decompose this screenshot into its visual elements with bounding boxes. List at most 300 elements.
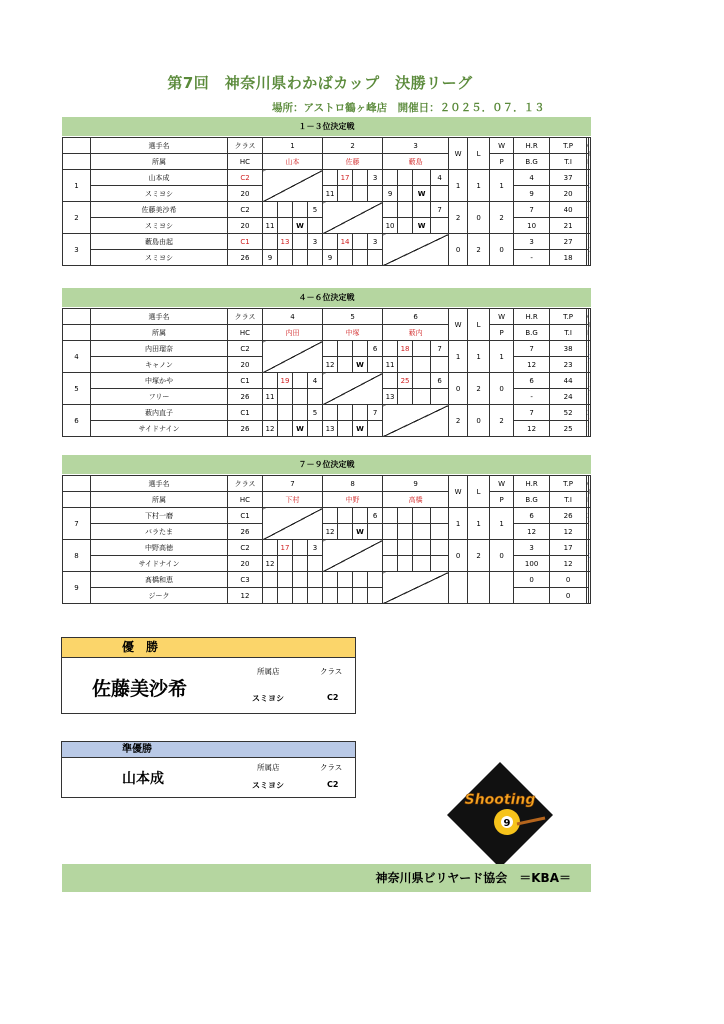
player-name: 藪島由起	[91, 234, 228, 250]
handicap-average	[587, 218, 589, 234]
match-score	[338, 508, 353, 524]
high-run: 3	[514, 234, 550, 250]
player-affil: スミヨシ	[91, 250, 228, 266]
winner-shop: スミヨシ	[252, 694, 284, 703]
high-run: 7	[514, 341, 550, 357]
cell	[413, 373, 431, 389]
win-mark: W	[413, 186, 431, 202]
total-points: 17	[550, 540, 587, 556]
match-score	[398, 540, 413, 556]
win-mark	[293, 556, 308, 572]
match-score	[278, 405, 293, 421]
match-innings	[263, 588, 278, 604]
header-w: W	[449, 138, 468, 170]
block-title: １－３位決定戦	[62, 117, 591, 136]
header-hr: H.R	[514, 138, 550, 154]
match-games	[308, 572, 323, 588]
match-score	[278, 572, 293, 588]
header-opp-num: 6	[383, 309, 449, 325]
cell	[383, 170, 398, 186]
self-match-cell	[263, 170, 323, 202]
player-name: 中塚かや	[91, 373, 228, 389]
cell	[63, 476, 91, 492]
match-extra	[398, 357, 413, 373]
header-opp-num: 5	[323, 309, 383, 325]
header-opp-name: 山本	[263, 154, 323, 170]
total-points: 44	[550, 373, 587, 389]
header-class: クラス	[228, 309, 263, 325]
cell	[413, 202, 431, 218]
header-hc: HC	[228, 325, 263, 341]
match-innings: 11	[383, 357, 398, 373]
cell	[431, 389, 449, 405]
header-wp: W	[490, 138, 514, 154]
header-opp-name: 内田	[263, 325, 323, 341]
handicap-average	[587, 421, 589, 437]
match-extra	[398, 524, 413, 540]
header-bg: B.G	[514, 325, 550, 341]
table-row	[63, 405, 591, 421]
total-points: 26	[550, 508, 587, 524]
header-name: 選手名	[91, 476, 228, 492]
wins: 2	[449, 202, 468, 234]
match-extra	[338, 357, 353, 373]
cell	[323, 508, 338, 524]
player-hc: 26	[228, 250, 263, 266]
match-extra	[398, 218, 413, 234]
match-score	[338, 341, 353, 357]
runner-up-box	[61, 741, 356, 798]
header-wp: P	[490, 154, 514, 170]
total-innings: 12	[550, 556, 587, 572]
match-games: 4	[431, 170, 449, 186]
wins: 0	[449, 373, 468, 405]
best-game: 9	[514, 186, 550, 202]
match-extra	[278, 218, 293, 234]
header-ha	[587, 325, 589, 341]
player-number: 7	[63, 508, 91, 540]
runner-up-class-label: クラス	[320, 763, 343, 772]
match-games	[431, 508, 449, 524]
header-tp: T.P	[550, 138, 587, 154]
header-class: クラス	[228, 138, 263, 154]
league-table	[62, 308, 591, 437]
high-run: 7	[514, 202, 550, 218]
cell	[308, 250, 323, 266]
player-affil: サイドナイン	[91, 421, 228, 437]
player-affil: スミヨシ	[91, 218, 228, 234]
player-affil: キャノン	[91, 357, 228, 373]
total-points: 27	[550, 234, 587, 250]
win-points: 0	[490, 373, 514, 405]
player-name: 下村一磨	[91, 508, 228, 524]
match-games: 5	[308, 202, 323, 218]
header-opp-name: 下村	[263, 492, 323, 508]
match-games: 3	[308, 234, 323, 250]
header-affil: 所属	[91, 492, 228, 508]
best-game: 100	[514, 556, 550, 572]
winner-class: C2	[327, 693, 339, 702]
match-games: 7	[431, 202, 449, 218]
self-match-cell	[323, 540, 383, 572]
handicap-average	[587, 186, 589, 202]
self-match-cell	[323, 373, 383, 405]
runner-up-label: 準優勝	[62, 742, 355, 758]
cell	[413, 508, 431, 524]
runner-up-shop: スミヨシ	[252, 781, 284, 790]
handicap-average	[587, 357, 589, 373]
header-hc: HC	[228, 154, 263, 170]
cell	[263, 540, 278, 556]
header-w: W	[449, 309, 468, 341]
match-score	[398, 508, 413, 524]
cell	[413, 540, 431, 556]
wins: 1	[449, 170, 468, 202]
wins: 2	[449, 405, 468, 437]
cell	[431, 186, 449, 202]
total-points: 40	[550, 202, 587, 218]
player-class: C2	[228, 540, 263, 556]
league-table	[62, 137, 591, 266]
header-opp-num: 2	[323, 138, 383, 154]
page-title: 第7回 神奈川県わかばカップ 決勝リーグ	[167, 74, 473, 92]
cell	[263, 373, 278, 389]
losses: 1	[468, 170, 490, 202]
cell	[383, 202, 398, 218]
win-mark: W	[353, 421, 368, 437]
cell	[308, 389, 323, 405]
win-mark	[293, 588, 308, 604]
match-games: 6	[368, 508, 383, 524]
cell	[353, 405, 368, 421]
cell	[293, 202, 308, 218]
header-opp-num: 3	[383, 138, 449, 154]
player-affil: バラたま	[91, 524, 228, 540]
match-extra	[278, 421, 293, 437]
header-hr: H.R	[514, 309, 550, 325]
runner-up-name: 山本成	[122, 771, 164, 787]
footer-band	[62, 864, 591, 892]
match-score	[338, 572, 353, 588]
match-score: 17	[278, 540, 293, 556]
header-ti: T.I	[550, 325, 587, 341]
player-affil: ジーク	[91, 588, 228, 604]
header-bg: B.G	[514, 492, 550, 508]
wins: 1	[449, 341, 468, 373]
player-name: 髙橋和恵	[91, 572, 228, 588]
logo-text: Shooting	[464, 792, 536, 808]
total-points: 38	[550, 341, 587, 357]
match-extra	[278, 250, 293, 266]
win-mark	[293, 250, 308, 266]
header-opp-name: 薮内	[383, 325, 449, 341]
cell	[368, 250, 383, 266]
cell	[63, 492, 91, 508]
win-mark	[293, 389, 308, 405]
win-mark	[353, 588, 368, 604]
cell	[308, 588, 323, 604]
player-number: 3	[63, 234, 91, 266]
losses: 2	[468, 540, 490, 572]
header-rank	[589, 138, 591, 170]
match-games	[431, 540, 449, 556]
footer-text: 神奈川県ビリヤード協会 ＝KBA＝	[375, 871, 571, 885]
match-score	[398, 170, 413, 186]
match-innings: 12	[263, 556, 278, 572]
handicap-average	[587, 588, 589, 604]
total-points: 52	[550, 405, 587, 421]
match-games: 6	[368, 341, 383, 357]
losses: 0	[468, 405, 490, 437]
header-l: L	[468, 138, 490, 170]
cell	[368, 421, 383, 437]
best-game: 10	[514, 218, 550, 234]
block-title: ４－６位決定戦	[62, 288, 591, 307]
player-number: 5	[63, 373, 91, 405]
rank	[589, 170, 591, 202]
high-run: 7	[514, 405, 550, 421]
cell	[308, 421, 323, 437]
header-wp: P	[490, 325, 514, 341]
self-match-cell	[383, 234, 449, 266]
header-ha	[587, 492, 589, 508]
win-mark	[413, 357, 431, 373]
player-hc: 20	[228, 186, 263, 202]
self-match-cell	[383, 572, 449, 604]
winner-label: 優 勝	[62, 638, 355, 658]
match-innings: 11	[323, 186, 338, 202]
cell	[63, 309, 91, 325]
win-points: 1	[490, 341, 514, 373]
cell	[368, 357, 383, 373]
cell	[413, 341, 431, 357]
match-innings: 11	[263, 389, 278, 405]
match-extra	[338, 421, 353, 437]
player-name: 内田瑠奈	[91, 341, 228, 357]
header-wp: W	[490, 476, 514, 492]
player-class: C3	[228, 572, 263, 588]
header-opp-num: 7	[263, 476, 323, 492]
table-row	[63, 202, 591, 218]
header-l: L	[468, 476, 490, 508]
match-games: 3	[368, 234, 383, 250]
match-extra	[338, 250, 353, 266]
winner-box	[61, 637, 356, 714]
cell	[383, 508, 398, 524]
match-score	[398, 202, 413, 218]
shooting-logo	[445, 760, 555, 870]
player-name: 中野高徳	[91, 540, 228, 556]
league-table	[62, 475, 591, 604]
win-points: 0	[490, 540, 514, 572]
match-innings: 9	[383, 186, 398, 202]
handicap-average	[587, 556, 589, 572]
cell	[263, 405, 278, 421]
cell	[308, 218, 323, 234]
cell	[353, 170, 368, 186]
match-extra	[278, 588, 293, 604]
handicap-average	[587, 389, 589, 405]
match-games: 7	[368, 405, 383, 421]
header-name: 選手名	[91, 309, 228, 325]
handicap-average	[587, 524, 589, 540]
header-opp-num: 8	[323, 476, 383, 492]
wins	[449, 572, 468, 604]
best-game: 12	[514, 421, 550, 437]
match-score	[338, 405, 353, 421]
venue-date: 場所：アストロ鶴ヶ峰店 開催日：２０２５．０７．１３	[272, 102, 545, 114]
match-games	[368, 572, 383, 588]
header-class: クラス	[228, 476, 263, 492]
player-affil: フリー	[91, 389, 228, 405]
cell	[293, 373, 308, 389]
best-game: 12	[514, 524, 550, 540]
cell	[323, 341, 338, 357]
player-number: 2	[63, 202, 91, 234]
cell	[353, 508, 368, 524]
self-match-cell	[263, 341, 323, 373]
player-number: 9	[63, 572, 91, 604]
match-extra	[278, 556, 293, 572]
match-games: 7	[431, 341, 449, 357]
header-ti: T.I	[550, 154, 587, 170]
match-score: 13	[278, 234, 293, 250]
player-number: 1	[63, 170, 91, 202]
header-name: 選手名	[91, 138, 228, 154]
self-match-cell	[323, 202, 383, 234]
match-innings: 11	[263, 218, 278, 234]
table-row	[63, 373, 591, 389]
winner-name: 佐藤美沙希	[92, 678, 188, 700]
table-row	[63, 572, 591, 588]
match-score: 25	[398, 373, 413, 389]
cell	[323, 170, 338, 186]
cell	[353, 234, 368, 250]
match-innings: 9	[323, 250, 338, 266]
win-points: 1	[490, 170, 514, 202]
wins: 0	[449, 540, 468, 572]
total-innings: 12	[550, 524, 587, 540]
total-innings: 25	[550, 421, 587, 437]
total-innings: 18	[550, 250, 587, 266]
win-mark: W	[353, 357, 368, 373]
header-hr: H.R	[514, 476, 550, 492]
win-mark	[413, 524, 431, 540]
cell	[368, 186, 383, 202]
player-hc: 12	[228, 588, 263, 604]
match-extra	[278, 389, 293, 405]
cell	[293, 540, 308, 556]
win-mark: W	[413, 218, 431, 234]
player-affil: サイドナイン	[91, 556, 228, 572]
cell	[413, 170, 431, 186]
cell	[63, 154, 91, 170]
header-opp-name: 藪島	[383, 154, 449, 170]
player-hc: 20	[228, 357, 263, 373]
player-class: C2	[228, 170, 263, 186]
match-extra	[398, 556, 413, 572]
cell	[368, 524, 383, 540]
header-ti: T.I	[550, 492, 587, 508]
win-mark	[413, 389, 431, 405]
rank	[589, 405, 591, 437]
player-number: 4	[63, 341, 91, 373]
player-class: C1	[228, 405, 263, 421]
match-innings: 12	[323, 524, 338, 540]
header-ha	[587, 154, 589, 170]
player-name: 佐藤美沙希	[91, 202, 228, 218]
high-run: 6	[514, 508, 550, 524]
best-game: -	[514, 250, 550, 266]
losses: 1	[468, 341, 490, 373]
player-class: C1	[228, 508, 263, 524]
logo-ball-number: 9	[503, 818, 511, 829]
total-innings: 23	[550, 357, 587, 373]
match-innings: 13	[383, 389, 398, 405]
win-points: 1	[490, 508, 514, 540]
player-class: C2	[228, 341, 263, 357]
cell	[431, 357, 449, 373]
match-score: 17	[338, 170, 353, 186]
match-games: 5	[308, 405, 323, 421]
total-points: 0	[550, 572, 587, 588]
header-tp: T.P	[550, 309, 587, 325]
win-mark	[413, 556, 431, 572]
match-extra	[338, 524, 353, 540]
header-opp-name: 中野	[323, 492, 383, 508]
runner-up-class: C2	[327, 780, 339, 789]
cell	[383, 373, 398, 389]
cell	[263, 202, 278, 218]
handicap-average	[587, 250, 589, 266]
player-class: C2	[228, 202, 263, 218]
player-hc: 20	[228, 218, 263, 234]
losses: 2	[468, 373, 490, 405]
match-innings: 13	[323, 421, 338, 437]
match-extra	[398, 389, 413, 405]
cell	[263, 234, 278, 250]
win-mark: W	[353, 524, 368, 540]
cell	[383, 540, 398, 556]
cell	[368, 588, 383, 604]
header-opp-num: 9	[383, 476, 449, 492]
win-mark: W	[293, 421, 308, 437]
rank	[589, 234, 591, 266]
rank	[589, 373, 591, 405]
header-opp-name: 高橋	[383, 492, 449, 508]
cell	[431, 218, 449, 234]
self-match-cell	[263, 508, 323, 540]
winner-class-label: クラス	[320, 667, 343, 676]
high-run: 4	[514, 170, 550, 186]
cell	[431, 556, 449, 572]
high-run: 0	[514, 572, 550, 588]
wins: 1	[449, 508, 468, 540]
match-extra	[338, 588, 353, 604]
cell	[383, 341, 398, 357]
total-innings: 0	[550, 588, 587, 604]
player-hc: 26	[228, 524, 263, 540]
wins: 0	[449, 234, 468, 266]
header-affil: 所属	[91, 325, 228, 341]
cell	[323, 234, 338, 250]
win-points: 0	[490, 234, 514, 266]
cell	[353, 572, 368, 588]
match-innings	[323, 588, 338, 604]
losses: 1	[468, 508, 490, 540]
cell	[263, 572, 278, 588]
cell	[293, 405, 308, 421]
